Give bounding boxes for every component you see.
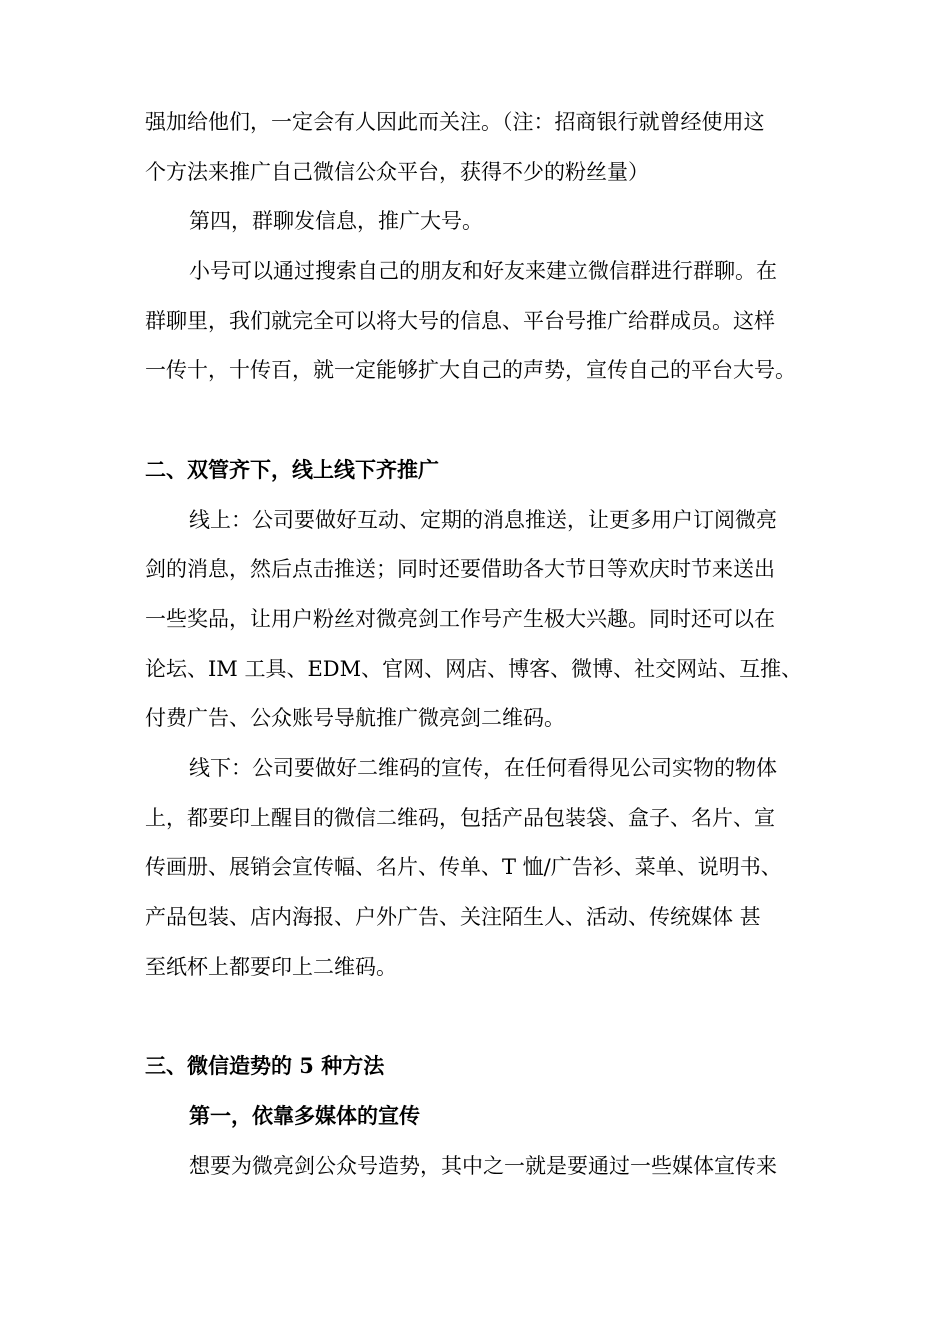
paragraph-line: 传画册、展销会宣传幅、名片、传单、T 恤/广告衫、菜单、说明书、 bbox=[145, 855, 782, 879]
paragraph-line: 第四，群聊发信息，推广大号。 bbox=[189, 209, 483, 233]
paragraph-line: 上，都要印上醒目的微信二维码，包括产品包装袋、盒子、名片、宣 bbox=[145, 806, 775, 830]
paragraph-line: 线上：公司要做好互动、定期的消息推送，让更多用户订阅微亮 bbox=[189, 508, 777, 532]
paragraph-line: 个方法来推广自己微信公众平台，获得不少的粉丝量） bbox=[145, 160, 649, 184]
paragraph-line: 强加给他们，一定会有人因此而关注。（注：招商银行就曾经使用这 bbox=[145, 110, 765, 134]
paragraph-line: 论坛、IM 工具、EDM、官网、网店、博客、微博、社交网站、互推、 bbox=[145, 657, 803, 681]
section-heading: 二、双管齐下，线上线下齐推广 bbox=[145, 457, 439, 482]
paragraph-line: 想要为微亮剑公众号造势，其中之一就是要通过一些媒体宣传来 bbox=[189, 1154, 777, 1178]
subsection-heading: 第一，依靠多媒体的宣传 bbox=[189, 1103, 420, 1128]
paragraph-line: 群聊里，我们就完全可以将大号的信息、平台号推广给群成员。这样 bbox=[145, 309, 775, 333]
paragraph-line: 剑的消息，然后点击推送；同时还要借助各大节日等欢庆时节来送出 bbox=[145, 557, 775, 581]
paragraph-line: 产品包装、店内海报、户外广告、关注陌生人、活动、传统媒体 甚 bbox=[145, 905, 761, 929]
section-heading: 三、微信造势的 5 种方法 bbox=[145, 1053, 385, 1078]
paragraph-line: 一些奖品，让用户粉丝对微亮剑工作号产生极大兴趣。同时还可以在 bbox=[145, 607, 775, 631]
paragraph-line: 至纸杯上都要印上二维码。 bbox=[145, 955, 397, 979]
paragraph-line: 线下：公司要做好二维码的宣传，在任何看得见公司实物的物体 bbox=[189, 756, 777, 780]
paragraph-line: 付费广告、公众账号导航推广微亮剑二维码。 bbox=[145, 706, 565, 730]
paragraph-line: 一传十，十传百，就一定能够扩大自己的声势，宣传自己的平台大号。 bbox=[145, 358, 796, 382]
paragraph-line: 小号可以通过搜索自己的朋友和好友来建立微信群进行群聊。在 bbox=[189, 259, 777, 283]
